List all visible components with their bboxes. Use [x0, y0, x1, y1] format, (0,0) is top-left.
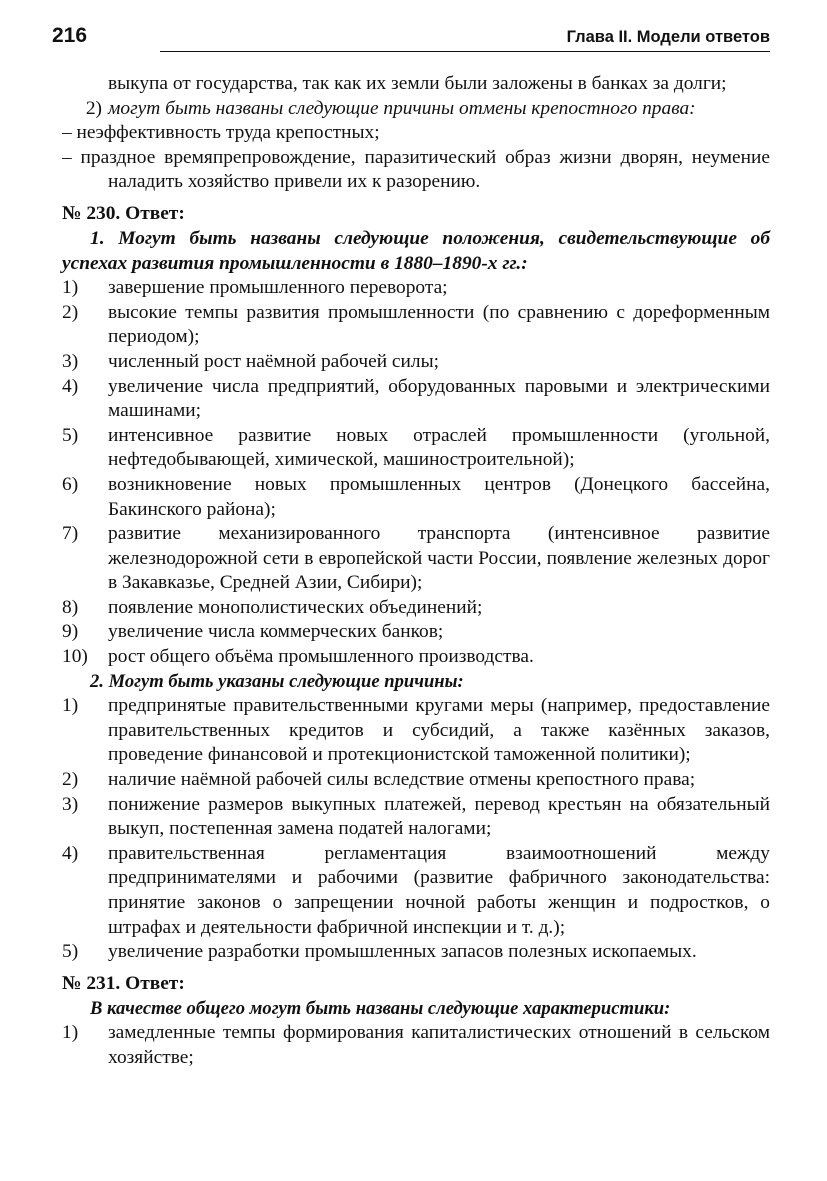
list-item — [62, 473, 770, 522]
item-number: 10) — [62, 646, 88, 668]
header-rule — [160, 51, 770, 52]
item-number: 3) — [62, 350, 79, 372]
list-item — [62, 350, 770, 375]
list-item — [62, 768, 770, 793]
item-text: понижение размеров выкупных платежей, перевод крестьян на обязательный выкуп, постепенная замена податей налогами; — [108, 793, 770, 840]
item-text: высокие темпы развития промышленности (по сравнению с дореформенным периодом); — [108, 301, 770, 348]
dash-item: – праздное времяпрепровождение, паразитический образ жизни дворян, неумение наладить хозяйство привели их к разорению. — [62, 146, 770, 193]
chapter-title: Глава II. Модели ответов — [566, 28, 770, 46]
item-text: численный рост наёмной рабочей силы; — [108, 350, 440, 372]
answer-231-heading: № 231. Ответ: — [62, 972, 185, 994]
item-number: 2) — [85, 97, 102, 119]
item-text: увеличение разработки промышленных запасов полезных ископаемых. — [108, 941, 697, 963]
page-header — [52, 24, 770, 54]
answer-230-heading: № 230. Ответ: — [62, 202, 185, 224]
list-item — [62, 694, 770, 768]
answer-230-part2-list — [62, 694, 770, 965]
item-number: 9) — [62, 621, 79, 643]
item-number: 7) — [62, 523, 79, 545]
item-number: 2) — [62, 769, 79, 791]
item-text: возникновение новых промышленных центров (Донецкого бассейна, Бакинского района); — [108, 473, 770, 520]
answer-230-part2-intro: 2. Могут быть указаны следующие причины: — [90, 670, 464, 692]
list-item — [62, 276, 770, 301]
item-number: 1) — [62, 1022, 79, 1044]
list-item — [62, 375, 770, 424]
item-text: правительственная регламентация взаимоотношений между предпринимателями и рабочими (развитие фабричного законодательства: принятие законов о запрещении ночной работы женщин и подростков, о штрафах и деятельности фабричной инспекции и т. д.); — [108, 842, 770, 938]
item-text: увеличение числа предприятий, оборудованных паровыми и электрическими машинами; — [108, 375, 770, 422]
page-number: 216 — [52, 24, 88, 47]
item-text: появление монополистических объединений; — [108, 596, 483, 618]
list-item — [62, 97, 770, 122]
item-number: 5) — [62, 424, 79, 446]
list-item — [62, 645, 770, 670]
item-text: увеличение числа коммерческих банков; — [108, 621, 444, 643]
list-item — [62, 596, 770, 621]
item-number: 4) — [62, 842, 79, 864]
answer-230-part1-list — [62, 276, 770, 670]
item-text: наличие наёмной рабочей силы вследствие отмены крепостного права; — [108, 769, 696, 791]
item-number: 1) — [62, 695, 79, 717]
list-item — [62, 301, 770, 350]
item-text: развитие механизированного транспорта (интенсивное развитие железнодорожной сети в европейской части России, появление железных дорог в Закавказье, Средней Азии, Сибири); — [108, 523, 770, 594]
item-number: 4) — [62, 375, 79, 397]
item-text: рост общего объёма промышленного производства. — [108, 646, 534, 668]
item-number: 8) — [62, 596, 79, 618]
item-text: замедленные темпы формирования капиталистических отношений в сельском хозяйстве; — [108, 1022, 770, 1068]
list-item — [62, 522, 770, 596]
dash-item: – неэффективность труда крепостных; — [62, 122, 380, 144]
item-text: могут быть названы следующие причины отмены крепостного права: — [108, 97, 696, 119]
item-number: 6) — [62, 473, 79, 495]
page-body — [62, 72, 770, 1071]
answer-231-intro: В качестве общего могут быть названы следующие характеристики: — [90, 997, 671, 1019]
continuation-text: выкупа от государства, так как их земли были заложены в банках за долги; — [108, 73, 727, 94]
item-text: предпринятые правительственными кругами меры (например, предоставление правительственных кредитов и субсидий, а также казённых заказов, проведение финансовой и протекционистской таможенной политики); — [108, 695, 770, 766]
item-number: 5) — [62, 941, 79, 963]
item-number: 3) — [62, 793, 79, 815]
item-number: 1) — [62, 277, 79, 299]
list-item — [62, 940, 770, 965]
list-item — [62, 793, 770, 842]
item-text: интенсивное развитие новых отраслей промышленности (угольной, нефтедобывающей, химической, машиностроительной); — [108, 424, 770, 471]
list-item — [62, 620, 770, 645]
list-item — [62, 1021, 770, 1070]
list-item — [62, 424, 770, 473]
item-text: завершение промышленного переворота; — [108, 277, 448, 299]
answer-231-list — [62, 1021, 770, 1070]
item-number: 2) — [62, 301, 79, 323]
answer-230-part1-intro: 1. Могут быть названы следующие положения, свидетельствующие об успехах развития промышленности в 1880–1890-х гг.: — [62, 227, 770, 274]
list-item — [62, 842, 770, 940]
